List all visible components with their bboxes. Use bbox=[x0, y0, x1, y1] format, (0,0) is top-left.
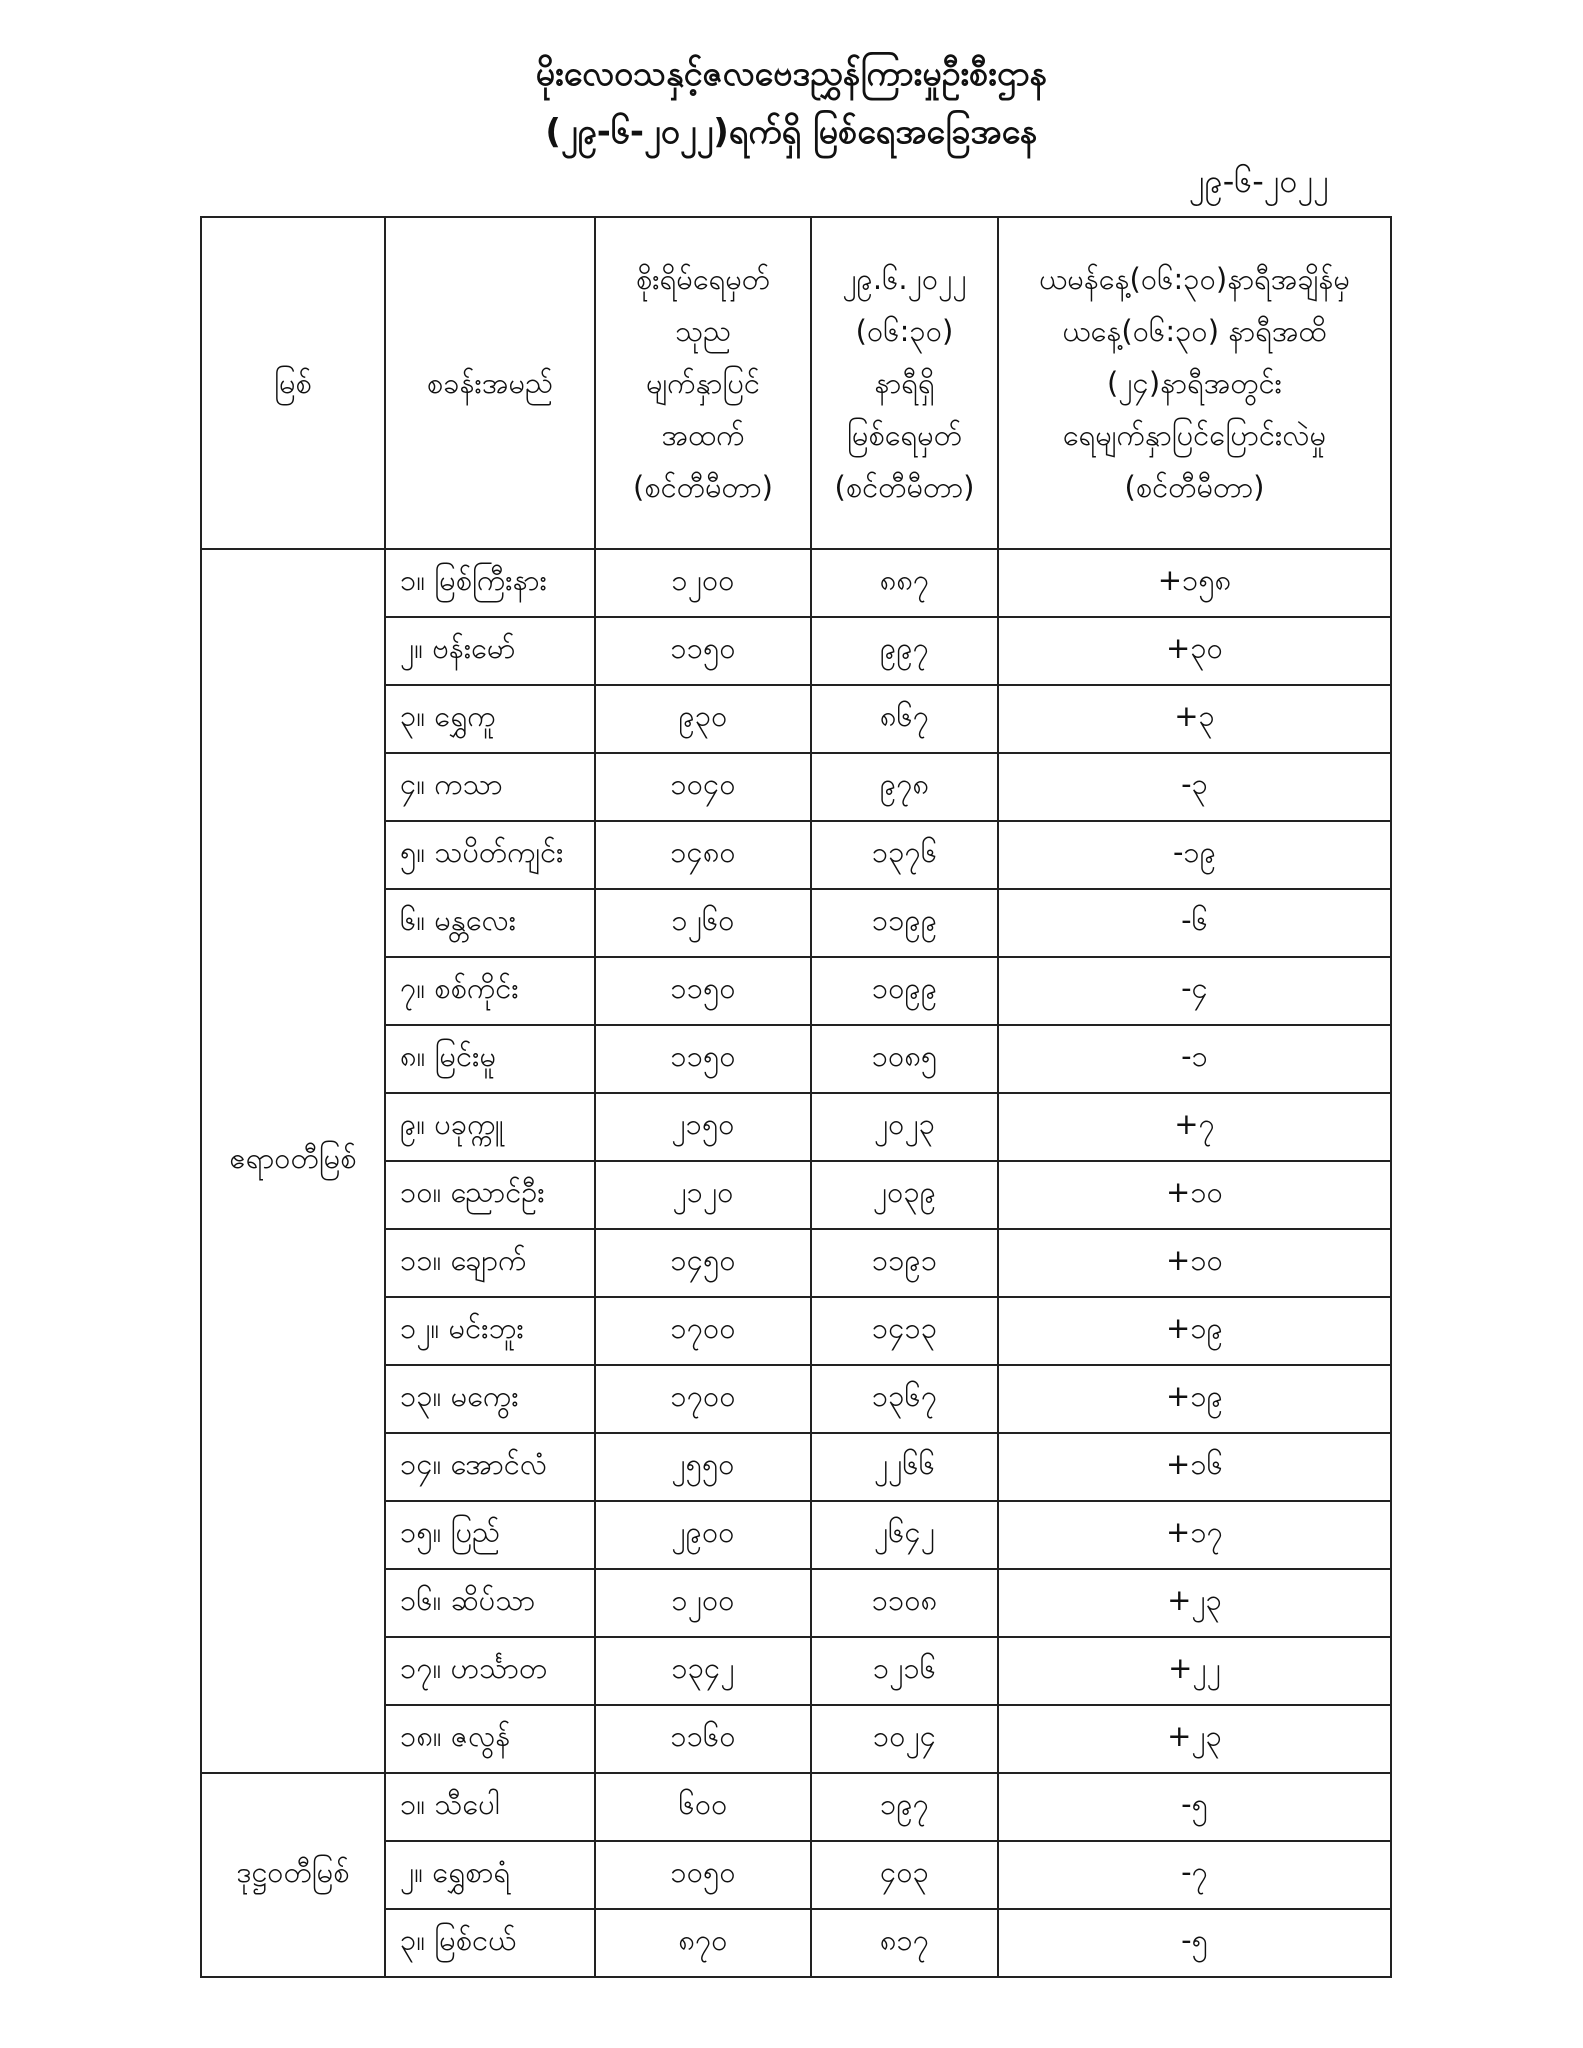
water-level-cell: ၈၁၇ bbox=[811, 1909, 998, 1977]
header-line: ၂၉.၆.၂၀၂၂ bbox=[842, 262, 967, 296]
station-cell: ၇။ စစ်ကိုင်း bbox=[385, 957, 595, 1025]
document-subtitle: (၂၉-၆-၂၀၂၂)ရက်ရှိ မြစ်ရေအခြေအနေ bbox=[545, 112, 1038, 152]
change-cell: -၁ bbox=[998, 1025, 1391, 1093]
water-level-cell: ၂၆၄၂ bbox=[811, 1501, 998, 1569]
station-cell: ၁၈။ ဇလွန် bbox=[385, 1705, 595, 1773]
header-line: (စင်တီမီတာ) bbox=[834, 470, 975, 504]
water-level-cell: ၁၃၆၇ bbox=[811, 1365, 998, 1433]
water-level-cell: ၉၉၇ bbox=[811, 617, 998, 685]
change-cell: +၂၃ bbox=[998, 1705, 1391, 1773]
station-cell: ၁။ မြစ်ကြီးနား bbox=[385, 549, 595, 617]
danger-level-cell: ၂၁၂၀ bbox=[595, 1161, 811, 1229]
change-cell: +၁၀ bbox=[998, 1229, 1391, 1297]
water-level-cell: ၁၁၉၁ bbox=[811, 1229, 998, 1297]
water-level-cell: ၁၀၂၄ bbox=[811, 1705, 998, 1773]
header-line: အထက် bbox=[661, 418, 745, 452]
change-cell: -၇ bbox=[998, 1841, 1391, 1909]
danger-level-cell: ၁၁၅၀ bbox=[595, 1025, 811, 1093]
danger-level-cell: ၁၄၈၀ bbox=[595, 821, 811, 889]
change-cell: -၁၉ bbox=[998, 821, 1391, 889]
header-current-level bbox=[811, 217, 998, 549]
danger-level-cell: ၁၂၆၀ bbox=[595, 889, 811, 957]
danger-level-cell: ၁၁၅၀ bbox=[595, 617, 811, 685]
header-line: ယနေ့(၀၆:၃၀) နာရီအထိ bbox=[1062, 314, 1327, 348]
change-cell: +၁၉ bbox=[998, 1365, 1391, 1433]
station-cell: ၂။ ရွှေစာရံ bbox=[385, 1841, 595, 1909]
header-line: မြစ်ရေမှတ် bbox=[847, 418, 962, 452]
station-cell: ၈။ မြင်းမူ bbox=[385, 1025, 595, 1093]
change-cell: +၁၆ bbox=[998, 1433, 1391, 1501]
station-cell: ၁၂။ မင်းဘူး bbox=[385, 1297, 595, 1365]
change-cell: +၁၅၈ bbox=[998, 549, 1391, 617]
station-cell: ၄။ ကသာ bbox=[385, 753, 595, 821]
header-station: စခန်းအမည် bbox=[385, 217, 595, 549]
river-level-table bbox=[200, 216, 1392, 1978]
header-danger-level bbox=[595, 217, 811, 549]
water-level-cell: ၁၃၇၆ bbox=[811, 821, 998, 889]
header-line: ယမန်နေ့(၀၆:၃၀)နာရီအချိန်မှ bbox=[1039, 262, 1350, 296]
water-level-cell: ၁၂၁၆ bbox=[811, 1637, 998, 1705]
water-level-cell: ၄၀၃ bbox=[811, 1841, 998, 1909]
water-level-cell: ၂၀၂၃ bbox=[811, 1093, 998, 1161]
danger-level-cell: ၈၇၀ bbox=[595, 1909, 811, 1977]
header-line: (စင်တီမီတာ) bbox=[633, 470, 773, 504]
station-cell: ၁၁။ ချောက် bbox=[385, 1229, 595, 1297]
change-cell: -၅ bbox=[998, 1909, 1391, 1977]
water-level-cell: ၁၀၈၅ bbox=[811, 1025, 998, 1093]
change-cell: +၂၂ bbox=[998, 1637, 1391, 1705]
change-cell: +၁၇ bbox=[998, 1501, 1391, 1569]
danger-level-cell: ၂၁၅၀ bbox=[595, 1093, 811, 1161]
water-level-cell: ၁၄၁၃ bbox=[811, 1297, 998, 1365]
river-name-cell: ဧရာဝတီမြစ် bbox=[201, 549, 385, 1773]
water-level-cell: ၈၆၇ bbox=[811, 685, 998, 753]
danger-level-cell: ၁၃၄၂ bbox=[595, 1637, 811, 1705]
change-cell: +၃၀ bbox=[998, 617, 1391, 685]
change-cell: +၁၀ bbox=[998, 1161, 1391, 1229]
danger-level-cell: ၁၇၀၀ bbox=[595, 1297, 811, 1365]
danger-level-cell: ၂၉၀၀ bbox=[595, 1501, 811, 1569]
change-cell: -၃ bbox=[998, 753, 1391, 821]
danger-level-cell: ၁၂၀၀ bbox=[595, 549, 811, 617]
document-title: မိုးလေဝသနှင့်ဇလဗေဒညွှန်ကြားမှုဦးစီးဌာန bbox=[535, 54, 1048, 94]
water-level-cell: ၉၇၈ bbox=[811, 753, 998, 821]
danger-level-cell: ၁၀၄၀ bbox=[595, 753, 811, 821]
change-cell: +၂၃ bbox=[998, 1569, 1391, 1637]
station-cell: ၉။ ပခုက္ကူ bbox=[385, 1093, 595, 1161]
header-row bbox=[201, 217, 1391, 549]
danger-level-cell: ၉၃၀ bbox=[595, 685, 811, 753]
change-cell: +၃ bbox=[998, 685, 1391, 753]
station-cell: ၁၇။ ဟင်္သာတ bbox=[385, 1637, 595, 1705]
header-24h-change bbox=[998, 217, 1391, 549]
change-cell: +၇ bbox=[998, 1093, 1391, 1161]
header-river: မြစ် bbox=[201, 217, 385, 549]
change-cell: -၅ bbox=[998, 1773, 1391, 1841]
table-body bbox=[201, 549, 1391, 1977]
station-cell: ၃။ မြစ်ငယ် bbox=[385, 1909, 595, 1977]
report-date: ၂၉-၆-၂၀၂၂ bbox=[1189, 162, 1329, 200]
danger-level-cell: ၁၂၀၀ bbox=[595, 1569, 811, 1637]
table-row bbox=[201, 549, 1391, 617]
danger-level-cell: ၁၁၆၀ bbox=[595, 1705, 811, 1773]
water-level-cell: ၁၁၀၈ bbox=[811, 1569, 998, 1637]
station-cell: ၁၆။ ဆိပ်သာ bbox=[385, 1569, 595, 1637]
station-cell: ၁၃။ မကွေး bbox=[385, 1365, 595, 1433]
danger-level-cell: ၆၀၀ bbox=[595, 1773, 811, 1841]
danger-level-cell: ၂၅၅၀ bbox=[595, 1433, 811, 1501]
danger-level-cell: ၁၀၅၀ bbox=[595, 1841, 811, 1909]
header-line: ရေမျက်နှာပြင်ပြောင်းလဲမှု bbox=[1062, 418, 1327, 452]
table-row bbox=[201, 1773, 1391, 1841]
water-level-cell: ၁၀၉၉ bbox=[811, 957, 998, 1025]
change-cell: -၆ bbox=[998, 889, 1391, 957]
danger-level-cell: ၁၄၅၀ bbox=[595, 1229, 811, 1297]
header-line: (၀၆:၃၀) bbox=[855, 314, 954, 348]
station-cell: ၁၀။ ညောင်ဦး bbox=[385, 1161, 595, 1229]
station-cell: ၁၄။ အောင်လံ bbox=[385, 1433, 595, 1501]
danger-level-cell: ၁၁၅၀ bbox=[595, 957, 811, 1025]
header-line: သုည bbox=[674, 314, 732, 348]
station-cell: ၁၅။ ပြည် bbox=[385, 1501, 595, 1569]
header-line: (စင်တီမီတာ) bbox=[1124, 470, 1265, 504]
water-level-cell: ၂၂၆၆ bbox=[811, 1433, 998, 1501]
change-cell: +၁၉ bbox=[998, 1297, 1391, 1365]
header-line: မျက်နှာပြင် bbox=[646, 366, 760, 400]
danger-level-cell: ၁၇၀၀ bbox=[595, 1365, 811, 1433]
water-level-cell: ၁၉၇ bbox=[811, 1773, 998, 1841]
station-cell: ၅။ သပိတ်ကျင်း bbox=[385, 821, 595, 889]
river-name-cell: ဒုဋ္ဌဝတီမြစ် bbox=[201, 1773, 385, 1977]
water-level-cell: ၁၁၉၉ bbox=[811, 889, 998, 957]
header-line: နာရီရှိ bbox=[874, 366, 935, 400]
station-cell: ၃။ ရွှေကူ bbox=[385, 685, 595, 753]
header-line: စိုးရိမ်ရေမှတ် bbox=[635, 262, 771, 296]
station-cell: ၆။ မန္တလေး bbox=[385, 889, 595, 957]
change-cell: -၄ bbox=[998, 957, 1391, 1025]
station-cell: ၁။ သီပေါ bbox=[385, 1773, 595, 1841]
water-level-cell: ၈၈၇ bbox=[811, 549, 998, 617]
header-line: (၂၄)နာရီအတွင်း bbox=[1106, 366, 1283, 400]
station-cell: ၂။ ဗန်းမော် bbox=[385, 617, 595, 685]
water-level-cell: ၂၀၃၉ bbox=[811, 1161, 998, 1229]
